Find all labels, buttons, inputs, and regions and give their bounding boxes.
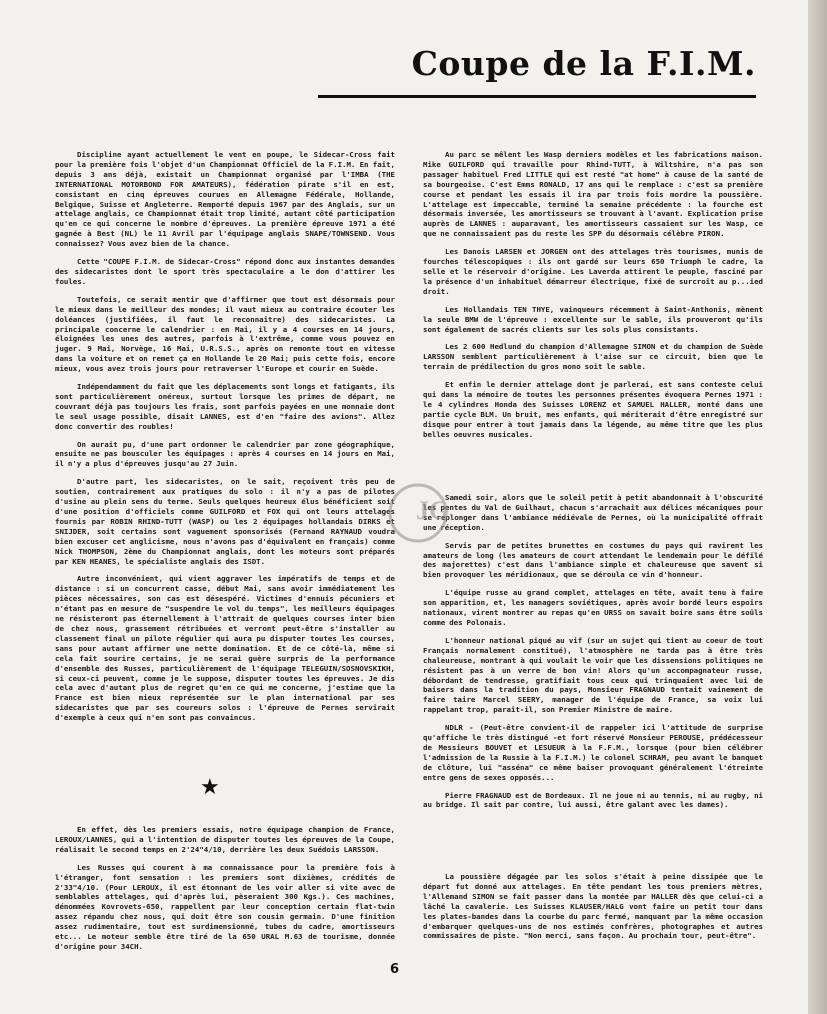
paragraph: L'équipe russe au grand complet, attelages en tête, avait tenu à faire son apparition, et, les managers soviétiques, après avoir bordé leurs espoirs nationaux, virent montrer au repas qu'en URSS on savait boire sans être soûls comme des Polonais. <box>423 588 763 627</box>
paragraph: Autre inconvénient, qui vient aggraver les impératifs de temps et de distance : si un concurrent casse, début Mai, sans avoir immédiatement les pièces nécessaires, son cas est désespéré. Victimes d'ennuis pécuniers et n'étant pas en mesure de "suspendre le vol du temps", les meilleurs équipages ne résisteront pas éternellement à l'attrait de quelques courses inter bien de chez nous, grassement rétribuées et verront peut-être s'installer au classement final un pilote régulier qui aura pu disputer toutes les courses, sans pour autant affirmer une nette domination. Et de ce côté-là, même si cela fait sourire certains, je ne serai guère surpris de la performance d'ensemble des Russes, particulièrement de l'équipage TELEGUIN/SOSNOVSKIKH, si ceux-ci peuvent, comme je le suppose, disputer toutes les épreuves. Je dis cela avec d'autant plus de regret qu'en ce qui me concerne, j'estime que la France est bien mieux représentée sur le plan international par ses sidecaristes que par ses coureurs solos : l'épreuve de Pernes servirait d'exemple à ceux qui n'en sont pas convaincus. <box>55 574 395 723</box>
page-title: Coupe de la F.I.M. <box>411 44 756 83</box>
paragraph: Et enfin le dernier attelage dont je parlerai, est sans conteste celui qui dans la mémoire de toutes les personnes présentes évoquera Pernes 1971 : le 4 cylindres Honda des Suisses LORENZ et SAMUEL HALLER, monté dans une partie cycle BLM. Un bruit, mes enfants, qui mériterait d'être enregistré sur disque pour entrer à tout jamais dans la légende, au même titre que les plus belles oeuvres musicales. <box>423 380 763 439</box>
paragraph: Au parc se mêlent les Wasp derniers modèles et les fabrications maison. Mike GUILFORD qui travaille pour Rhind-TUTT, à Wiltshire, n'a pas son passager habituel Fred LITTLE qui est resté "at home" à cause de la santé de sa bourgeoise. C'est Emms RONALD, 17 ans qui le remplace : c'est sa première course et pendant les essais il ira par trois fois mordre la poussière. L'attelage est impeccable, terminé la semaine précédente : la fourche est désormais inversée, les amortisseurs se trouvant à l'avant. Explication prise auprès de LANNES : auparavant, les amortisseurs cassaient sur les Wasp, ce que ne connaissaient pas du reste les SPP du désormais célèbre PIRON. <box>423 150 763 239</box>
paragraph: On aurait pu, d'une part ordonner le calendrier par zone géographique, ensuite ne pas bousculer les équipages : après 4 courses en 14 jours en Mai, il n'y a plus d'épreuves jusqu'au 27 Juin. <box>55 439 395 469</box>
paragraph: Les 2 600 Hedlund du champion d'Allemagne SIMON et du champion de Suède LARSSON semblent particulièrement à l'aise sur ce circuit, bien que le terrain de prédilection du gros mono soit le sable. <box>423 342 763 372</box>
paragraph: Les Russes qui courent à ma connaissance pour la première fois à l'étranger, font sensation : les premiers sont dixièmes, crédités de 2'33"4/10. (Pour LEROUX, il est étonnant de les voir aller si vite avec de semblables attelages, qui d'après lui, pèseraient 300 Kgs.). Ces machines, dénommées Kovrovets-650, rappellent par leur conception certain flat-twin assez répandu chez nous, qui doit être son cousin germain. D'une finition assez rudimentaire, tout est surdimensionné, tubes du cadre, amortisseurs etc... Le moteur semble être tiré de la 650 URAL M.63 de tourisme, donnée d'origine pour 34CH. <box>55 862 395 951</box>
paragraph: Cette "COUPE F.I.M. de Sidecar-Cross" répond donc aux instantes demandes des sidecaristes dont le sport très spectaculaire a le don d'attirer les foules. <box>55 257 395 286</box>
page-edge <box>808 0 827 1014</box>
paragraph: L'honneur national piqué au vif (sur un sujet qui tient au coeur de tout Français normalement constitué), l'atmosphère ne tarda pas à être très chaleureuse, montrant à qui voulait le voir que les dissensions politiques ne résistent pas à un verre de bon vin! Alors qu'un accompagnateur russe, débordant de tendresse, gratifiait tous ceux qui trinquaient avec lui de baisers dans la tradition du pays, Monsieur FRAGNAUD tentait vainement de faire taire Marcel SEERY, manager de l'équipe de France, sa voix lui rappelant trop, paraît-il, son Premier Ministre de maire. <box>423 635 763 715</box>
paragraph: D'autre part, les sidecaristes, on le sait, reçoivent très peu de soutien, contrairement aux pratiques du solo : il n'y a pas de pilotes d'usine au plein sens du terme. Seuls quelques heureux élus bénéficient soit d'une position d'officiels comme GUILFORD et FOX qui ont leurs attelages fournis par ROBIN RHIND-TUTT (WASP) ou les 2 équipages hollandais DIRKS et SNIJDER, soit certains sont vaguement sponsorisés (Fernand RAYNAUD voudra bien excuser cet anglicisme, nous n'avons pas d'équivalent en français) comme Nick THOMPSON, 2ème du Championnat anglais, dont les moteurs sont préparés par KEN HEANES, le spécialiste anglais des ISDT. <box>55 477 395 566</box>
paragraph: Servis par de petites brunettes en costumes du pays qui ravirent les amateurs de long (les amateurs de court attendant le lendemain pour le défilé des majorettes) c'est dans l'ambiance simple et chaleureuse que savent si bien provoquer les méridionaux, que se déroula ce vin d'honneur. <box>423 540 763 580</box>
paragraph: Discipline ayant actuellement le vent en poupe, le Sidecar-Cross fait pour la première fois l'objet d'un Championnat Officiel de la F.I.M. En fait, depuis 3 ans déjà, existait un Championnat organisé par l'IMBA (THE INTERNATIONAL MOTORBOND FOR AMATEURS), fédération pirate s'il en est, consistant en cinq épreuves courues en Allemagne Fédérale, Hollande, Belgique, Suisse et Angleterre. Remporté depuis 1967 par des Anglais, sur un attelage anglais, ce Championnat était trop limité, autant côté participation qu'en ce qui concerne le nombre d'épreuves. La première épreuve 1971 a été gagnée à Best (NL) le 11 Avril par l'équipage anglais SNAPE/TOWNSEND. Vous connaissez? Vous avez bien de la chance. <box>55 150 395 249</box>
section-star-icon: ★ <box>200 775 220 800</box>
left-column <box>55 150 395 731</box>
paragraph: Indépendamment du fait que les déplacements sont longs et fatigants, ils sont particulièrement onéreux, surtout lorsque les primes de départ, ne couvrant déjà pas toujours les frais, sont parfois payées en une monnaie dont le seul usage possible, disait LANNES, est d'en "faire des avions". Allez donc convertir des roubles! <box>55 382 395 431</box>
paragraph: Pierre FRAGNAUD est de Bordeaux. Il ne joue ni au tennis, ni au rugby, ni au bridge. Il sait par contre, lui aussi, être galant avec les dames). <box>423 790 763 810</box>
paragraph: NDLR - (Peut-être convient-il de rappeler ici l'attitude de surprise qu'affiche le très distingué -et fort réservé Monsieur PEROUSE, prédécesseur de Messieurs BOUVET et LESUEUR à la F.F.M., lorsque (pour bien célébrer l'admission de la Russie à la F.I.M.) le colonel SCHRAM, peu avant le banquet de clôture, lui "asséna" ce même baiser provoquant généralement l'étreinte entre gens de sexes opposés... <box>423 723 763 782</box>
watermark-stamp <box>378 465 468 555</box>
stamp-text: JG <box>416 496 450 525</box>
title-rule <box>318 95 756 98</box>
left-column-lower <box>55 825 395 960</box>
paragraph: La poussière dégagée par les solos s'était à peine dissipée que le départ fut donné aux attelages. En tête pendant les tous premiers mètres, l'Allemand SIMON se fait passer dans la montée par HALLER dès que celui-ci a lâché la cavalerie. Les Suisses KLAUSER/HALG vont faire un petit tour dans les plates-bandes dans la courbe du parc fermé, manquant par la même occasion d'embarquer quelques-uns de nos estimés confrères, photographes et autres commissaires de piste. "Non merci, sans façon. Au prochain tour, peut-être". <box>423 872 763 941</box>
paragraph: Les Hollandais TEN THYE, vainqueurs récemment à Saint-Anthonis, mènent la seule BMW de l'épreuve : excellente sur le sable, ils prouveront qu'ils sont également de sacrés clients sur les sols plus consistants. <box>423 304 763 334</box>
right-column-lower <box>423 872 763 949</box>
right-column <box>423 150 763 448</box>
paragraph: Samedi soir, alors que le soleil petit à petit abandonnait à l'obscurité les pentes du Val de Guilhaut, chacun s'arrachait aux délices mécaniques pour se replonger dans l'ambiance médiévale de Pernes, où la municipalité offrait une réception. <box>423 493 763 532</box>
paragraph: Toutefois, ce serait mentir que d'affirmer que tout est désormais pour le mieux dans le meilleur des mondes; il vaut mieux au contraire écouter les doléances (justifiées, il faut le reconnaître) des sidecaristes. La principale concerne le calendrier : en Mai, il y a 4 courses en 14 jours, éloignées les unes des autres, parfois à l'extrême, comme vous pouvez en juger. 9 Mai, Norvège, 16 Mai, U.R.S.S., après on remonte tout en vitesse dans la voiture et on remet ça en Hollande le 20 Mai; puis cette fois, encore mieux, vous avez trois jours pour retraverser l'Europe et courir en Suède. <box>55 294 395 374</box>
paragraph: En effet, dès les premiers essais, notre équipage champion de France, LEROUX/LANNES, qui a l'intention de disputer toutes les épreuves de la Coupe, réalisait le second temps en 2'24"4/10, derrière les deux Suédois LARSSON. <box>55 825 395 854</box>
page-number: 6 <box>390 962 400 977</box>
paragraph: Les Danois LARSEN et JORGEN ont des attelages très tourismes, munis de fourches télescopiques : ils ont gardé sur leurs 650 Triumph le cadre, la selle et le réservoir d'origine. Les Laverda attirent le peuple, fasciné par la présence d'un inhabituel démarreur électrique, fixé de surcroît au p...ied droit. <box>423 247 763 296</box>
right-column-middle <box>423 493 763 818</box>
